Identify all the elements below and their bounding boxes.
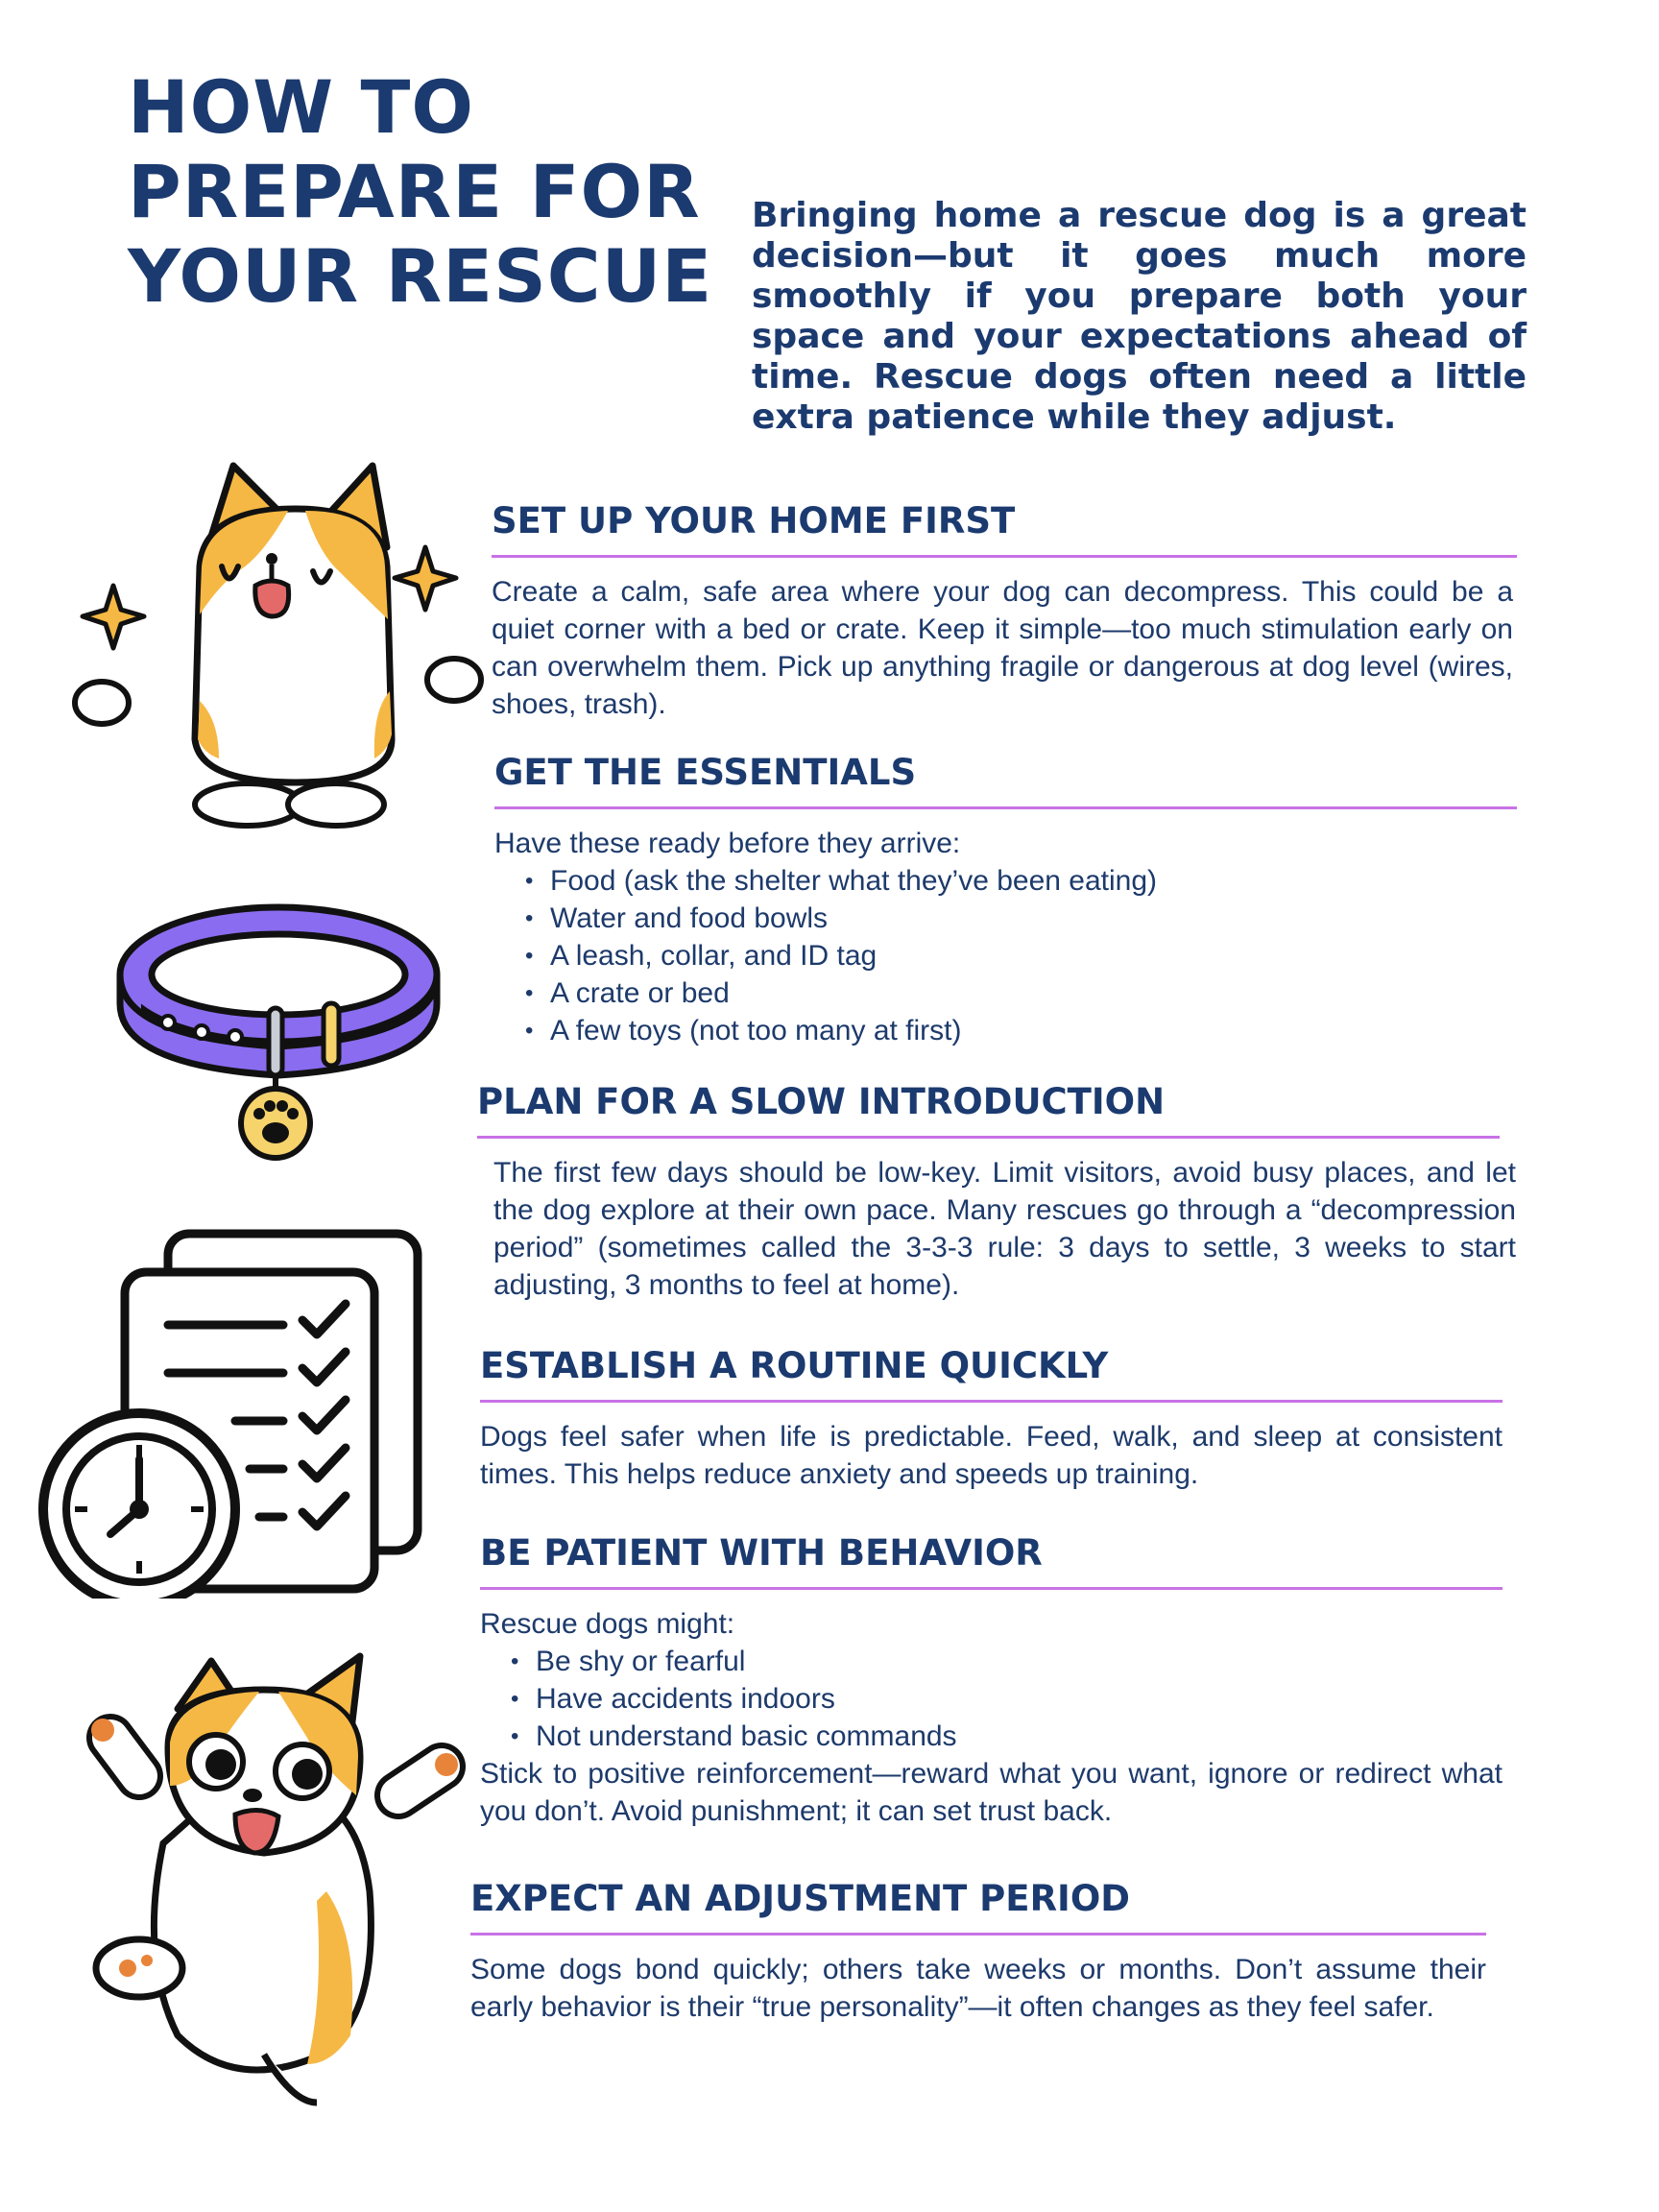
section-heading: EXPECT AN ADJUSTMENT PERIOD [470, 1877, 1486, 1936]
list-item: • Food (ask the shelter what they’ve been eating) [550, 862, 1517, 900]
page-title [128, 65, 723, 319]
happy-dog-icon [65, 451, 488, 835]
section-body: Some dogs bond quickly; others take weeks or months. Don’t assume their early behavior is their “true personality”—it often changes as they feel safer. [470, 1954, 1486, 2023]
section-heading: GET THE ESSENTIALS [494, 751, 1517, 809]
essentials-list [494, 862, 1517, 1049]
section-adjustment [470, 1877, 1486, 2026]
section-lead: Rescue dogs might: [480, 1608, 735, 1640]
list-item: • A leash, collar, and ID tag [550, 937, 1517, 974]
section-home [492, 499, 1517, 723]
list-item: • Not understand basic commands [536, 1718, 1503, 1755]
title-line-1: HOW TO [128, 64, 474, 150]
list-item: • Have accidents indoors [536, 1680, 1503, 1718]
list-item: • Be shy or fearful [536, 1643, 1503, 1680]
list-item: • A few toys (not too many at first) [550, 1012, 1517, 1049]
checklist-clock-icon [34, 1229, 427, 1599]
section-behavior [480, 1531, 1503, 1830]
title-line-3: YOUR RESCUE [128, 233, 713, 319]
section-heading: PLAN FOR A SLOW INTRODUCTION [477, 1080, 1500, 1139]
section-body: Dogs feel safer when life is predictable. Feed, walk, and sleep at consistent times. This helps reduce anxiety and speeds up training. [480, 1421, 1503, 1490]
intro-paragraph: Bringing home a rescue dog is a great decision—but it goes much more smoothly if you prepare both your space and your expectations ahead of time. Rescue dogs often need a little extra patience while they adjust. [752, 196, 1527, 437]
section-introduction [477, 1080, 1516, 1304]
section-heading: BE PATIENT WITH BEHAVIOR [480, 1531, 1503, 1590]
section-body: Stick to positive reinforcement—reward what you want, ignore or redirect what you don’t. Avoid punishment; it can set trust back. [480, 1758, 1503, 1827]
title-line-2: PREPARE FOR [128, 149, 701, 234]
section-body: The first few days should be low-key. Limit visitors, avoid busy places, and let the dog explore at their own pace. Many rescues go through a “decompression period” (sometimes called the 3-3-3 rule: 3 days to settle, 3 weeks to start adjusting, 3 months to feel at home). [493, 1157, 1516, 1301]
section-body: Create a calm, safe area where your dog can decompress. This could be a quiet corner with a bed or crate. Keep it simple—too much stimulation early on can overwhelm them. Pick up anything fragile or dangerous at dog level (wires, shoes, trash). [492, 576, 1513, 720]
list-item: • Water and food bowls [550, 900, 1517, 937]
section-heading: ESTABLISH A ROUTINE QUICKLY [480, 1344, 1503, 1403]
section-lead: Have these ready before they arrive: [494, 828, 961, 859]
list-item: • A crate or bed [550, 974, 1517, 1012]
section-routine [480, 1344, 1503, 1493]
collar-icon [110, 883, 456, 1162]
excited-dog-icon [72, 1651, 475, 2122]
behavior-list [480, 1643, 1503, 1755]
section-heading: SET UP YOUR HOME FIRST [492, 499, 1517, 558]
section-essentials [494, 751, 1517, 1049]
